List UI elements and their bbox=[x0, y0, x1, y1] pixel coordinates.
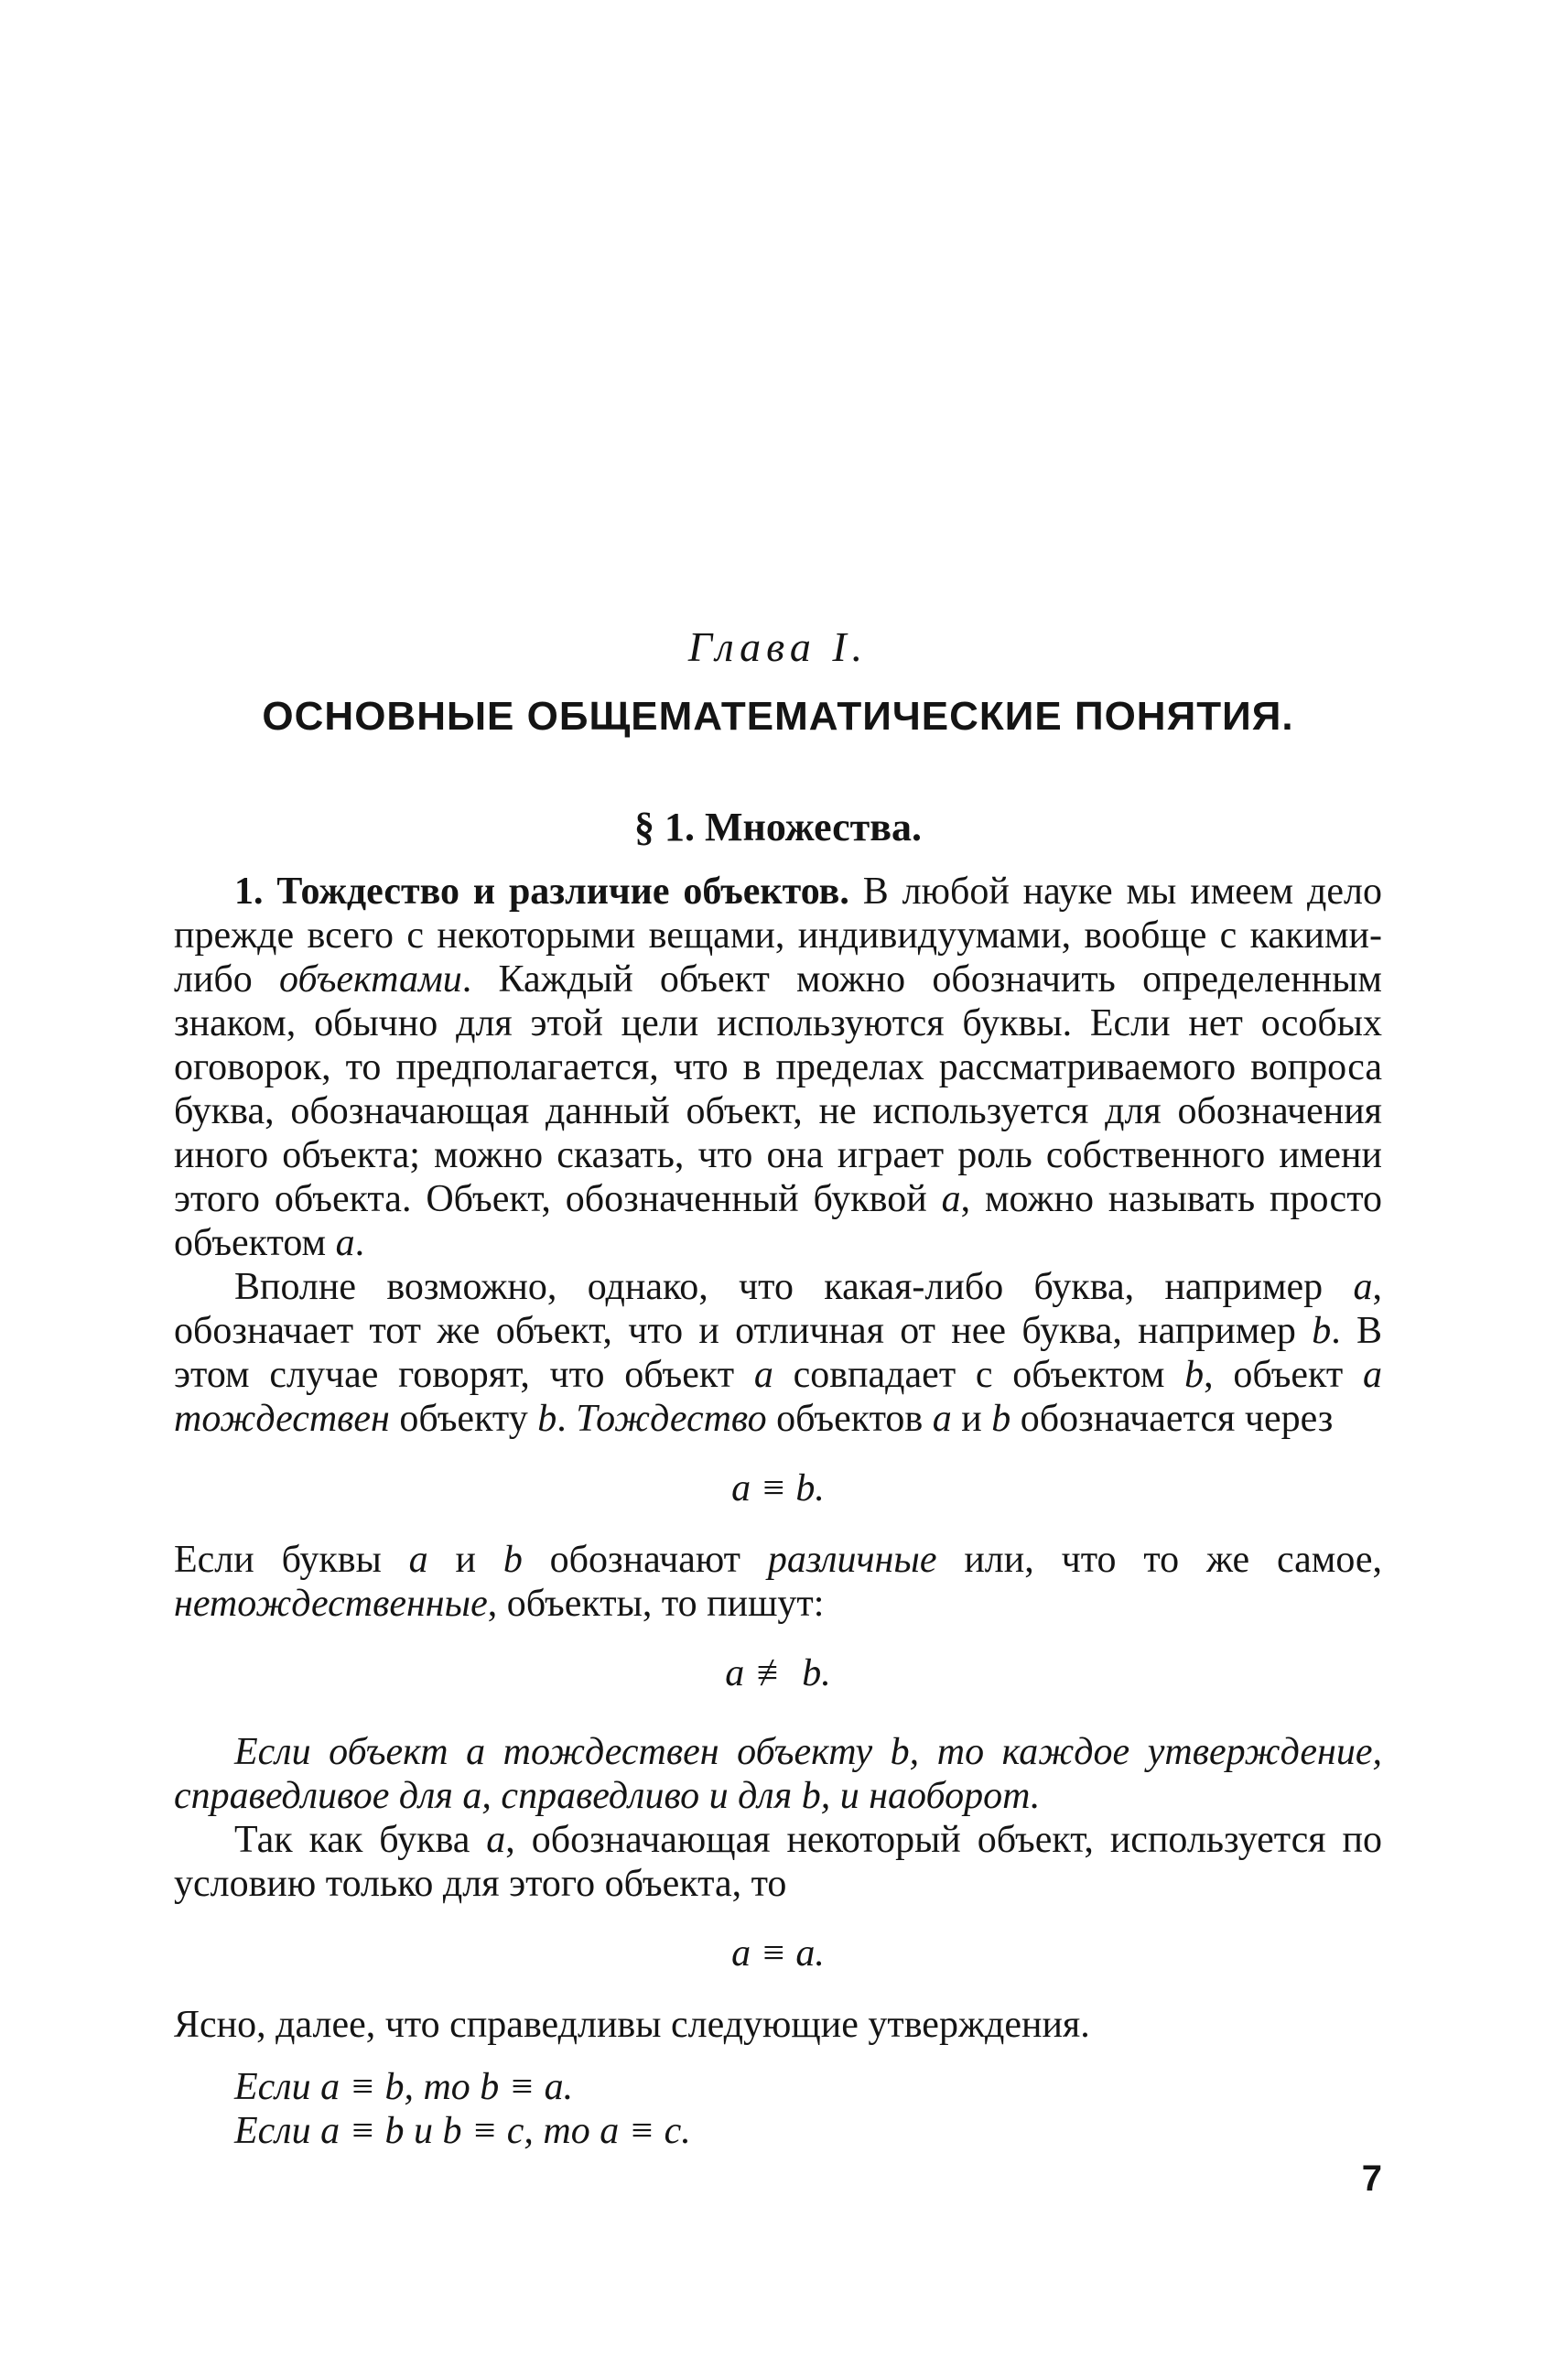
variable: a bbox=[932, 1398, 952, 1440]
text-run: объектов bbox=[766, 1398, 933, 1440]
variable: b bbox=[537, 1398, 557, 1440]
chapter-label: Глава I. bbox=[687, 623, 869, 670]
theorem-statement: Если объект a тождествен объекту b, то каждое утверждение, справедливое для a, справедливо и для b, и наоборот. bbox=[174, 1731, 1382, 1817]
text-run: и bbox=[427, 1539, 503, 1581]
page-number: 7 bbox=[1361, 2158, 1382, 2199]
variable: a bbox=[753, 1354, 773, 1396]
text-run: . bbox=[354, 1222, 365, 1264]
chapter-title: ОСНОВНЫЕ ОБЩЕМАТЕМАТИЧЕСКИЕ ПОНЯТИЯ. bbox=[262, 694, 1294, 739]
text-run: обозначают bbox=[522, 1539, 768, 1581]
formula-non-identity: a ≢ b. bbox=[725, 1652, 831, 1694]
text-run: объекту bbox=[389, 1398, 538, 1440]
text-run: , можно называть просто объектом bbox=[174, 1178, 1382, 1264]
paragraph-identity-of-objects bbox=[174, 870, 1382, 1265]
text-run: и bbox=[951, 1398, 992, 1440]
text-run: Так как буква bbox=[234, 1819, 487, 1861]
variable: a bbox=[1353, 1266, 1373, 1308]
body-text bbox=[174, 870, 1382, 2153]
paragraph-heading: 1. Тождество и различие объектов. bbox=[234, 871, 849, 913]
section-title: § 1. Множества. bbox=[633, 805, 923, 849]
text-run: В любой науке мы имеем дело прежде всего с некоторыми вещами, индивидуумами, вообще с какими-либо bbox=[174, 871, 1382, 1001]
variable: a bbox=[486, 1819, 506, 1861]
formula-reflexivity: a ≡ a. bbox=[731, 1932, 825, 1974]
paragraph-following-statements: Ясно, далее, что справедливы следующие утверждения. bbox=[174, 2004, 1090, 2046]
text-run: Если буквы bbox=[174, 1539, 409, 1581]
emphasis: a тождествен bbox=[174, 1354, 1382, 1440]
variable: b bbox=[1312, 1310, 1332, 1352]
variable: b bbox=[502, 1539, 523, 1581]
text-run: , обозначает тот же объект, что и отличная от нее буква, например bbox=[174, 1266, 1382, 1352]
text-run: или, что то же самое, bbox=[936, 1539, 1382, 1581]
paragraph-identity-definition bbox=[174, 1265, 1382, 1441]
text-run: совпадает с объектом bbox=[773, 1354, 1185, 1396]
variable: a bbox=[941, 1178, 961, 1220]
emphasis: нетождественные bbox=[174, 1583, 488, 1625]
emphasis: Тождество bbox=[576, 1398, 767, 1440]
paragraph-difference bbox=[174, 1538, 1382, 1626]
variable: b bbox=[991, 1398, 1011, 1440]
statements-list bbox=[234, 2065, 1382, 2153]
variable: a bbox=[408, 1539, 428, 1581]
book-page bbox=[174, 0, 1382, 2380]
statement-transitivity: Если a ≡ b и b ≡ c, то a ≡ c. bbox=[234, 2110, 691, 2152]
emphasis: различные bbox=[767, 1539, 937, 1581]
text-run: Вполне возможно, однако, что какая-либо буква, например bbox=[234, 1266, 1354, 1308]
text-run: обозначается через bbox=[1010, 1398, 1334, 1440]
text-run: , обозначающая некоторый объект, используется по условию только для этого объекта, то bbox=[174, 1819, 1382, 1905]
variable: b bbox=[1184, 1354, 1205, 1396]
text-run: . В этом случае говорят, что объект bbox=[174, 1310, 1382, 1396]
emphasis: объектами bbox=[279, 958, 462, 1001]
text-run: . bbox=[556, 1398, 577, 1440]
text-run: , объекты, то пишут: bbox=[487, 1583, 825, 1625]
statement-symmetry: Если a ≡ b, то b ≡ a. bbox=[234, 2066, 574, 2108]
variable: a bbox=[335, 1222, 355, 1264]
text-run: . Каждый объект можно обозначить определенным знаком, обычно для этой цели используются буквы. Если нет особых оговорок, то предполагается, что в пределах рассматриваемого вопроса буква, обозначающая данный объект, не используется для обозначения иного объекта; можно сказать, что она играет роль собственного имени этого объекта. Объект, обозначенный буквой bbox=[174, 958, 1382, 1220]
text-run: , объект bbox=[1204, 1354, 1363, 1396]
formula-identity: a ≡ b. bbox=[731, 1467, 825, 1509]
paragraph-reflexivity bbox=[174, 1818, 1382, 1906]
